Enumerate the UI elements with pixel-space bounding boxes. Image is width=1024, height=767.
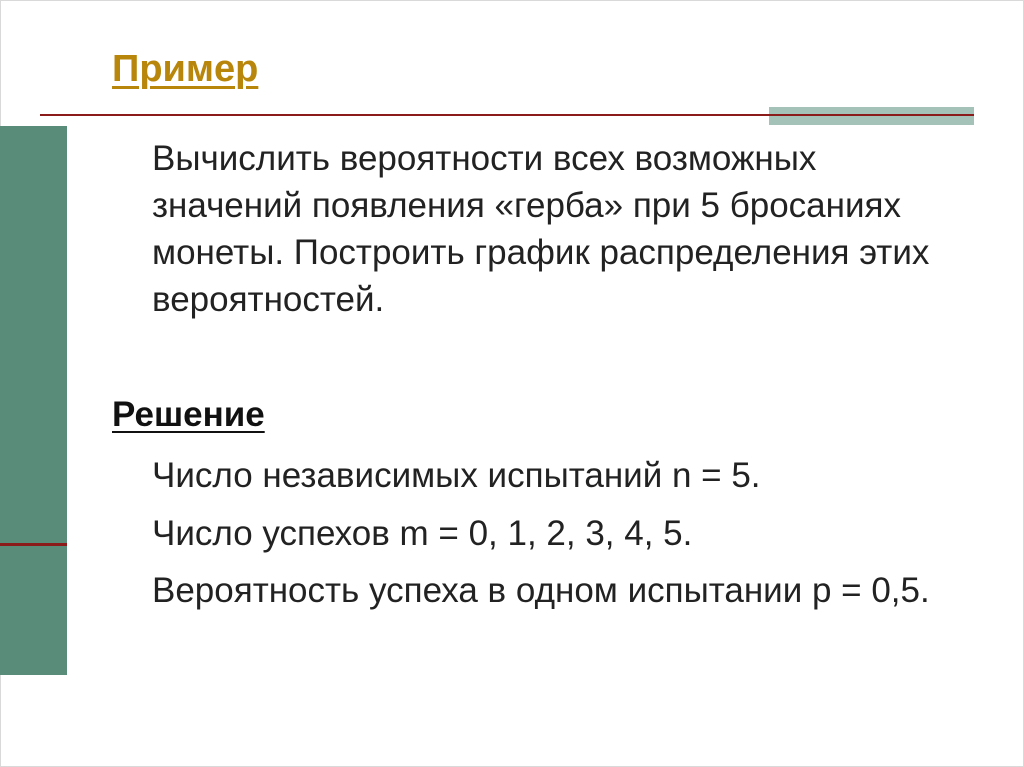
slide-title: Пример — [112, 48, 259, 90]
top-accent-block — [769, 107, 974, 125]
solution-line-successes: Число успехов m = 0, 1, 2, 3, 4, 5. — [152, 514, 693, 553]
title-underline-divider — [40, 114, 974, 116]
solution-line-trials: Число независимых испытаний n = 5. — [152, 456, 761, 495]
left-red-divider — [0, 543, 67, 546]
left-decorative-bar — [0, 126, 67, 675]
solution-heading: Решение — [112, 395, 265, 434]
task-text: Вычислить вероятности всех возможных значений появления «герба» при 5 бросаниях монеты. Построить график распределения этих вероятностей. — [152, 139, 930, 319]
solution-line-probability: Вероятность успеха в одном испытании p = 0,5. — [152, 571, 930, 610]
